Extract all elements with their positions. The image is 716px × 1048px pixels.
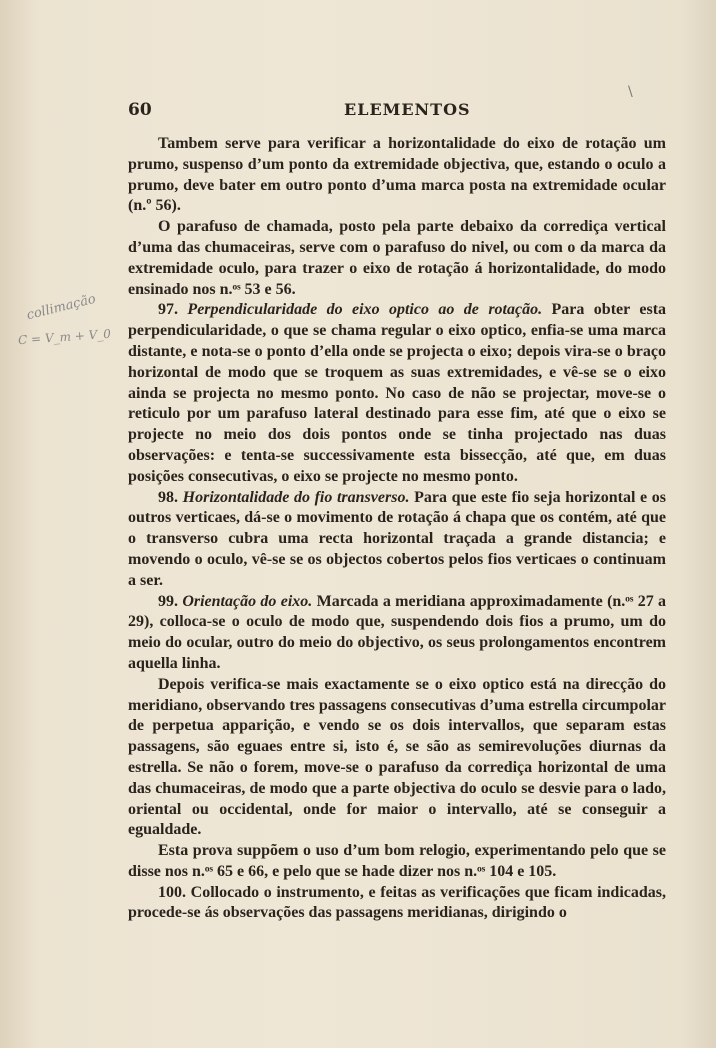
paragraph-text: Depois verifica-se mais exactamente se o eixo optico está na direcção do meridiano, observando tres passagens consecutivas d’uma estrella circumpolar de perpetua apparição, e vendo se os dois intervallos, que separam estas passagens, são eguaes entre si, isto é, se são as semirevoluções diurnas da estrella. Se não o forem, move-se o parafuso da corrediça horizontal de uma das chumaceiras, de modo que a parte objectiva do oculo se desvie para o lado, oriental ou occidental, onde for maior o intervallo, até se conseguir a egualdade. bbox=[128, 675, 666, 839]
section-title: Orientação do eixo. bbox=[182, 592, 313, 610]
section-100 bbox=[128, 883, 666, 925]
section-97 bbox=[128, 300, 666, 487]
section-number: 99. bbox=[158, 592, 178, 610]
page-body bbox=[128, 134, 666, 924]
page-number: 60 bbox=[128, 100, 152, 120]
paragraph-text: Para obter esta perpendicularidade, o que se chama regular o eixo optico, enfia-se uma marca distante, e nota-se o ponto d’ella onde se projecta o eixo; depois vira-se o braço horizontal de modo que se troquem as suas extremidades, e vê-se se o eixo ainda se projecta no mesmo ponto. No caso de não se projectar, move-se o reticulo por um parafuso lateral destinado para esse fim, até que o eixo se projecte no meio dos dois pontos onde se tinha projectado nas duas observações: e tenta-se successivamente esta bissecção, até que, em duas posições consecutivas, o eixo se projecte no mesmo ponto. bbox=[128, 301, 667, 485]
section-title: Perpendicularidade do eixo optico ao de rotação. bbox=[187, 301, 543, 319]
margin-note-collimation: collimação bbox=[25, 291, 98, 324]
paragraph-text: Esta prova suppõem o uso d’um bom relogio, experimentando pelo que se disse nos n.ᵒˢ 65 e 66, e pelo que se hade dizer nos n.ᵒˢ 104 e 105. bbox=[128, 842, 666, 880]
paragraph-text: Collocado o instrumento, e feitas as verificações que ficam indicadas, procede-se ás observações das passagens meridianas, dirigindo o bbox=[128, 883, 667, 922]
section-number: 97. bbox=[158, 301, 178, 319]
section-title: Horizontalidade do fio transverso. bbox=[182, 488, 410, 506]
paragraph-text: Marcada a meridiana approximadamente (n.ᵒˢ 27 a 29), colloca-se o oculo de modo que, suspendendo dois fios a prumo, um do meio do ocular, outro do meio do objectivo, os seus prolongamentos encontrem aquella linha. bbox=[128, 592, 667, 672]
pencil-mark: \ bbox=[628, 84, 633, 100]
paragraph-text: O parafuso de chamada, posto pela parte debaixo da corrediça vertical d’uma das chumaceiras, serve com o parafuso do nivel, ou com o da marca da extremidade oculo, para trazer o eixo de rotação á horizontalidade, do modo ensinado nos n.ᵒˢ 53 e 56. bbox=[128, 218, 666, 298]
paragraph bbox=[128, 134, 666, 217]
paragraph-text: Para que este fio seja horizontal e os outros verticaes, dá-se o movimento de rotação á chapa que os contém, até que o transverso cubra uma recta horizontal traçada a grande distancia; e movendo o oculo, vê-se se os objectos cobertos pelos fios verticaes o continuam a ser. bbox=[128, 488, 667, 589]
paragraph bbox=[128, 217, 666, 300]
paragraph bbox=[128, 841, 666, 883]
paragraph-text: Tambem serve para verificar a horizontalidade do eixo de rotação um prumo, suspenso d’um ponto da extremidade objectiva, que, estando o oculo a prumo, deve bater em outro ponto d’uma marca posta na extremidade ocular (n.º 56). bbox=[128, 135, 666, 215]
section-99 bbox=[128, 592, 666, 675]
section-number: 100. bbox=[158, 883, 186, 901]
running-head: ELEMENTOS bbox=[344, 100, 471, 119]
paragraph bbox=[128, 675, 666, 841]
section-number: 98. bbox=[158, 488, 178, 506]
page-header bbox=[128, 100, 668, 124]
section-98 bbox=[128, 488, 666, 592]
margin-note-formula: C = V_m + V_0 bbox=[17, 326, 112, 348]
